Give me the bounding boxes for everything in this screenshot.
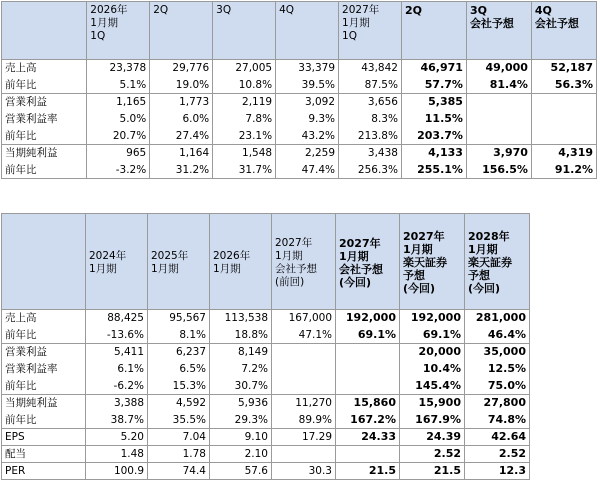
- value-cell: 203.7%: [401, 128, 466, 145]
- value-cell: 256.3%: [339, 162, 402, 179]
- value-cell: 42.64: [465, 429, 530, 446]
- value-cell: 12.3: [465, 463, 530, 480]
- value-cell: 47.1%: [272, 327, 336, 344]
- row-label-cell: EPS: [2, 429, 86, 446]
- value-cell: 6.1%: [86, 361, 148, 378]
- value-cell: 18.8%: [210, 327, 272, 344]
- value-cell: 21.5: [400, 463, 465, 480]
- value-cell: 6,237: [148, 344, 210, 361]
- table-row: [2, 111, 597, 128]
- value-cell: 15,860: [336, 395, 400, 412]
- value-cell: 6.0%: [150, 111, 213, 128]
- row-label-cell: 営業利益: [2, 94, 87, 111]
- table-row: [2, 361, 530, 378]
- quarterly-results-table: [1, 1, 597, 179]
- value-cell: 43,842: [339, 60, 402, 77]
- value-cell: 24.33: [336, 429, 400, 446]
- header-text: 2027年 1月期 会社予想 (今回): [339, 236, 383, 289]
- value-cell: 1,164: [150, 145, 213, 162]
- value-cell: 8.1%: [148, 327, 210, 344]
- value-cell: 1,773: [150, 94, 213, 111]
- value-cell: 69.1%: [336, 327, 400, 344]
- header-text: 3Q: [216, 4, 232, 16]
- value-cell: 57.6: [210, 463, 272, 480]
- table-row: [2, 378, 530, 395]
- value-cell: 4,319: [531, 145, 596, 162]
- table-row: [2, 463, 530, 480]
- value-cell: 33,379: [276, 60, 339, 77]
- value-cell: 8,149: [210, 344, 272, 361]
- value-cell: 167,000: [272, 310, 336, 327]
- value-cell: 46.4%: [465, 327, 530, 344]
- table-row: [2, 162, 597, 179]
- value-cell: [272, 361, 336, 378]
- value-cell: -13.6%: [86, 327, 148, 344]
- header-text: 4Q: [279, 4, 295, 16]
- value-cell: 69.1%: [400, 327, 465, 344]
- value-cell: 2.52: [465, 446, 530, 463]
- value-cell: 7.2%: [210, 361, 272, 378]
- value-cell: 1,548: [213, 145, 276, 162]
- value-cell: [272, 378, 336, 395]
- value-cell: 10.8%: [213, 77, 276, 94]
- header-cell: [465, 214, 530, 310]
- value-cell: 38.7%: [86, 412, 148, 429]
- header-text: 2026年 1月期 1Q: [90, 4, 128, 42]
- value-cell: 5.1%: [87, 77, 150, 94]
- value-cell: 6.5%: [148, 361, 210, 378]
- value-cell: 5.0%: [87, 111, 150, 128]
- value-cell: 4,592: [148, 395, 210, 412]
- value-cell: [336, 344, 400, 361]
- value-cell: 30.3: [272, 463, 336, 480]
- value-cell: 21.5: [336, 463, 400, 480]
- header-cell: [276, 2, 339, 60]
- value-cell: [272, 344, 336, 361]
- value-cell: 3,388: [86, 395, 148, 412]
- value-cell: 281,000: [465, 310, 530, 327]
- value-cell: 75.0%: [465, 378, 530, 395]
- table-row: [2, 60, 597, 77]
- value-cell: 213.8%: [339, 128, 402, 145]
- value-cell: 35,000: [465, 344, 530, 361]
- row-label-cell: 前年比: [2, 412, 86, 429]
- table-row: [2, 77, 597, 94]
- value-cell: 2.52: [400, 446, 465, 463]
- value-cell: 3,970: [466, 145, 531, 162]
- header-cell: [272, 214, 336, 310]
- value-cell: 35.5%: [148, 412, 210, 429]
- value-cell: 15.3%: [148, 378, 210, 395]
- value-cell: 1.78: [148, 446, 210, 463]
- value-cell: 15,900: [400, 395, 465, 412]
- header-cell: [210, 214, 272, 310]
- value-cell: 31.2%: [150, 162, 213, 179]
- row-label-cell: PER: [2, 463, 86, 480]
- header-cell: [148, 214, 210, 310]
- header-text: 2026年 1月期: [213, 249, 251, 275]
- value-cell: 255.1%: [401, 162, 466, 179]
- value-cell: [336, 446, 400, 463]
- value-cell: 43.2%: [276, 128, 339, 145]
- value-cell: 19.0%: [150, 77, 213, 94]
- header-text: 2027年 1月期 会社予想 (前回): [275, 236, 317, 288]
- value-cell: 5.20: [86, 429, 148, 446]
- row-label-cell: 前年比: [2, 77, 87, 94]
- value-cell: 7.8%: [213, 111, 276, 128]
- value-cell: 5,936: [210, 395, 272, 412]
- value-cell: [531, 128, 596, 145]
- value-cell: 52,187: [531, 60, 596, 77]
- header-cell: [339, 2, 402, 60]
- row-label-cell: 前年比: [2, 128, 87, 145]
- value-cell: [466, 111, 531, 128]
- value-cell: 100.9: [86, 463, 148, 480]
- row-label-cell: 前年比: [2, 327, 86, 344]
- value-cell: 2,119: [213, 94, 276, 111]
- header-cell: [336, 214, 400, 310]
- row-label-cell: 営業利益: [2, 344, 86, 361]
- value-cell: 23,378: [87, 60, 150, 77]
- value-cell: 3,438: [339, 145, 402, 162]
- header-cell: [466, 2, 531, 60]
- value-cell: 56.3%: [531, 77, 596, 94]
- value-cell: 11.5%: [401, 111, 466, 128]
- value-cell: [531, 94, 596, 111]
- value-cell: 11,270: [272, 395, 336, 412]
- value-cell: -6.2%: [86, 378, 148, 395]
- header-text: 2Q: [404, 4, 422, 17]
- value-cell: 5,385: [401, 94, 466, 111]
- value-cell: 9.10: [210, 429, 272, 446]
- header-cell: [150, 2, 213, 60]
- header-cell: [87, 2, 150, 60]
- value-cell: 167.9%: [400, 412, 465, 429]
- value-cell: 145.4%: [400, 378, 465, 395]
- table-row: [2, 446, 530, 463]
- value-cell: [336, 361, 400, 378]
- value-cell: 20.7%: [87, 128, 150, 145]
- value-cell: 27.4%: [150, 128, 213, 145]
- value-cell: 74.8%: [465, 412, 530, 429]
- value-cell: 91.2%: [531, 162, 596, 179]
- value-cell: 8.3%: [339, 111, 402, 128]
- header-text: 2024年 1月期: [89, 249, 127, 275]
- value-cell: 5,411: [86, 344, 148, 361]
- table-header-row: [2, 214, 530, 310]
- header-cell: [400, 214, 465, 310]
- value-cell: 24.39: [400, 429, 465, 446]
- value-cell: 1,165: [87, 94, 150, 111]
- table-row: [2, 429, 530, 446]
- value-cell: 29,776: [150, 60, 213, 77]
- value-cell: 113,538: [210, 310, 272, 327]
- table-row: [2, 412, 530, 429]
- value-cell: 156.5%: [466, 162, 531, 179]
- value-cell: 17.29: [272, 429, 336, 446]
- value-cell: 3,656: [339, 94, 402, 111]
- header-cell: [86, 214, 148, 310]
- value-cell: 9.3%: [276, 111, 339, 128]
- value-cell: 10.4%: [400, 361, 465, 378]
- row-label-cell: 営業利益率: [2, 361, 86, 378]
- value-cell: 192,000: [336, 310, 400, 327]
- value-cell: 965: [87, 145, 150, 162]
- value-cell: 57.7%: [401, 77, 466, 94]
- row-label-cell: 配当: [2, 446, 86, 463]
- row-label-cell: 売上高: [2, 310, 86, 327]
- header-cell: [531, 2, 596, 60]
- value-cell: -3.2%: [87, 162, 150, 179]
- table-row: [2, 327, 530, 344]
- value-cell: 7.04: [148, 429, 210, 446]
- value-cell: 31.7%: [213, 162, 276, 179]
- header-cell: [213, 2, 276, 60]
- row-label-cell: 当期純利益: [2, 145, 87, 162]
- row-label-cell: 前年比: [2, 162, 87, 179]
- header-text: 2Q: [153, 4, 169, 16]
- value-cell: 27,005: [213, 60, 276, 77]
- header-text: 2027年 1月期 楽天証券 予想 (今回): [403, 230, 447, 295]
- value-cell: 74.4: [148, 463, 210, 480]
- table-header-row: [2, 2, 597, 60]
- value-cell: 1.48: [86, 446, 148, 463]
- value-cell: 49,000: [466, 60, 531, 77]
- value-cell: 192,000: [400, 310, 465, 327]
- annual-results-table: [1, 213, 530, 480]
- row-label-cell: 売上高: [2, 60, 87, 77]
- table-row: [2, 145, 597, 162]
- row-label-cell: 営業利益率: [2, 111, 87, 128]
- header-cell: [2, 214, 86, 310]
- header-text: 2028年 1月期 楽天証券 予想 (今回): [468, 230, 512, 295]
- value-cell: [336, 378, 400, 395]
- row-label-cell: 前年比: [2, 378, 86, 395]
- header-text: 2025年 1月期: [151, 249, 189, 275]
- value-cell: [466, 128, 531, 145]
- value-cell: 3,092: [276, 94, 339, 111]
- value-cell: [272, 446, 336, 463]
- value-cell: 29.3%: [210, 412, 272, 429]
- value-cell: 23.1%: [213, 128, 276, 145]
- header-cell: [2, 2, 87, 60]
- value-cell: 12.5%: [465, 361, 530, 378]
- header-text: 3Q 会社予想: [469, 4, 514, 30]
- value-cell: 4,133: [401, 145, 466, 162]
- table-row: [2, 310, 530, 327]
- value-cell: 95,567: [148, 310, 210, 327]
- value-cell: 46,971: [401, 60, 466, 77]
- row-label-cell: 当期純利益: [2, 395, 86, 412]
- value-cell: 27,800: [465, 395, 530, 412]
- value-cell: 20,000: [400, 344, 465, 361]
- value-cell: 167.2%: [336, 412, 400, 429]
- table-row: [2, 395, 530, 412]
- table-row: [2, 94, 597, 111]
- value-cell: 89.9%: [272, 412, 336, 429]
- header-text: 4Q 会社予想: [534, 4, 579, 30]
- value-cell: 47.4%: [276, 162, 339, 179]
- value-cell: [531, 111, 596, 128]
- table-row: [2, 344, 530, 361]
- header-cell: [401, 2, 466, 60]
- value-cell: 81.4%: [466, 77, 531, 94]
- value-cell: [466, 94, 531, 111]
- header-text: 2027年 1月期 1Q: [342, 4, 380, 42]
- value-cell: 2,259: [276, 145, 339, 162]
- value-cell: 2.10: [210, 446, 272, 463]
- value-cell: 30.7%: [210, 378, 272, 395]
- value-cell: 39.5%: [276, 77, 339, 94]
- value-cell: 87.5%: [339, 77, 402, 94]
- value-cell: 88,425: [86, 310, 148, 327]
- table-row: [2, 128, 597, 145]
